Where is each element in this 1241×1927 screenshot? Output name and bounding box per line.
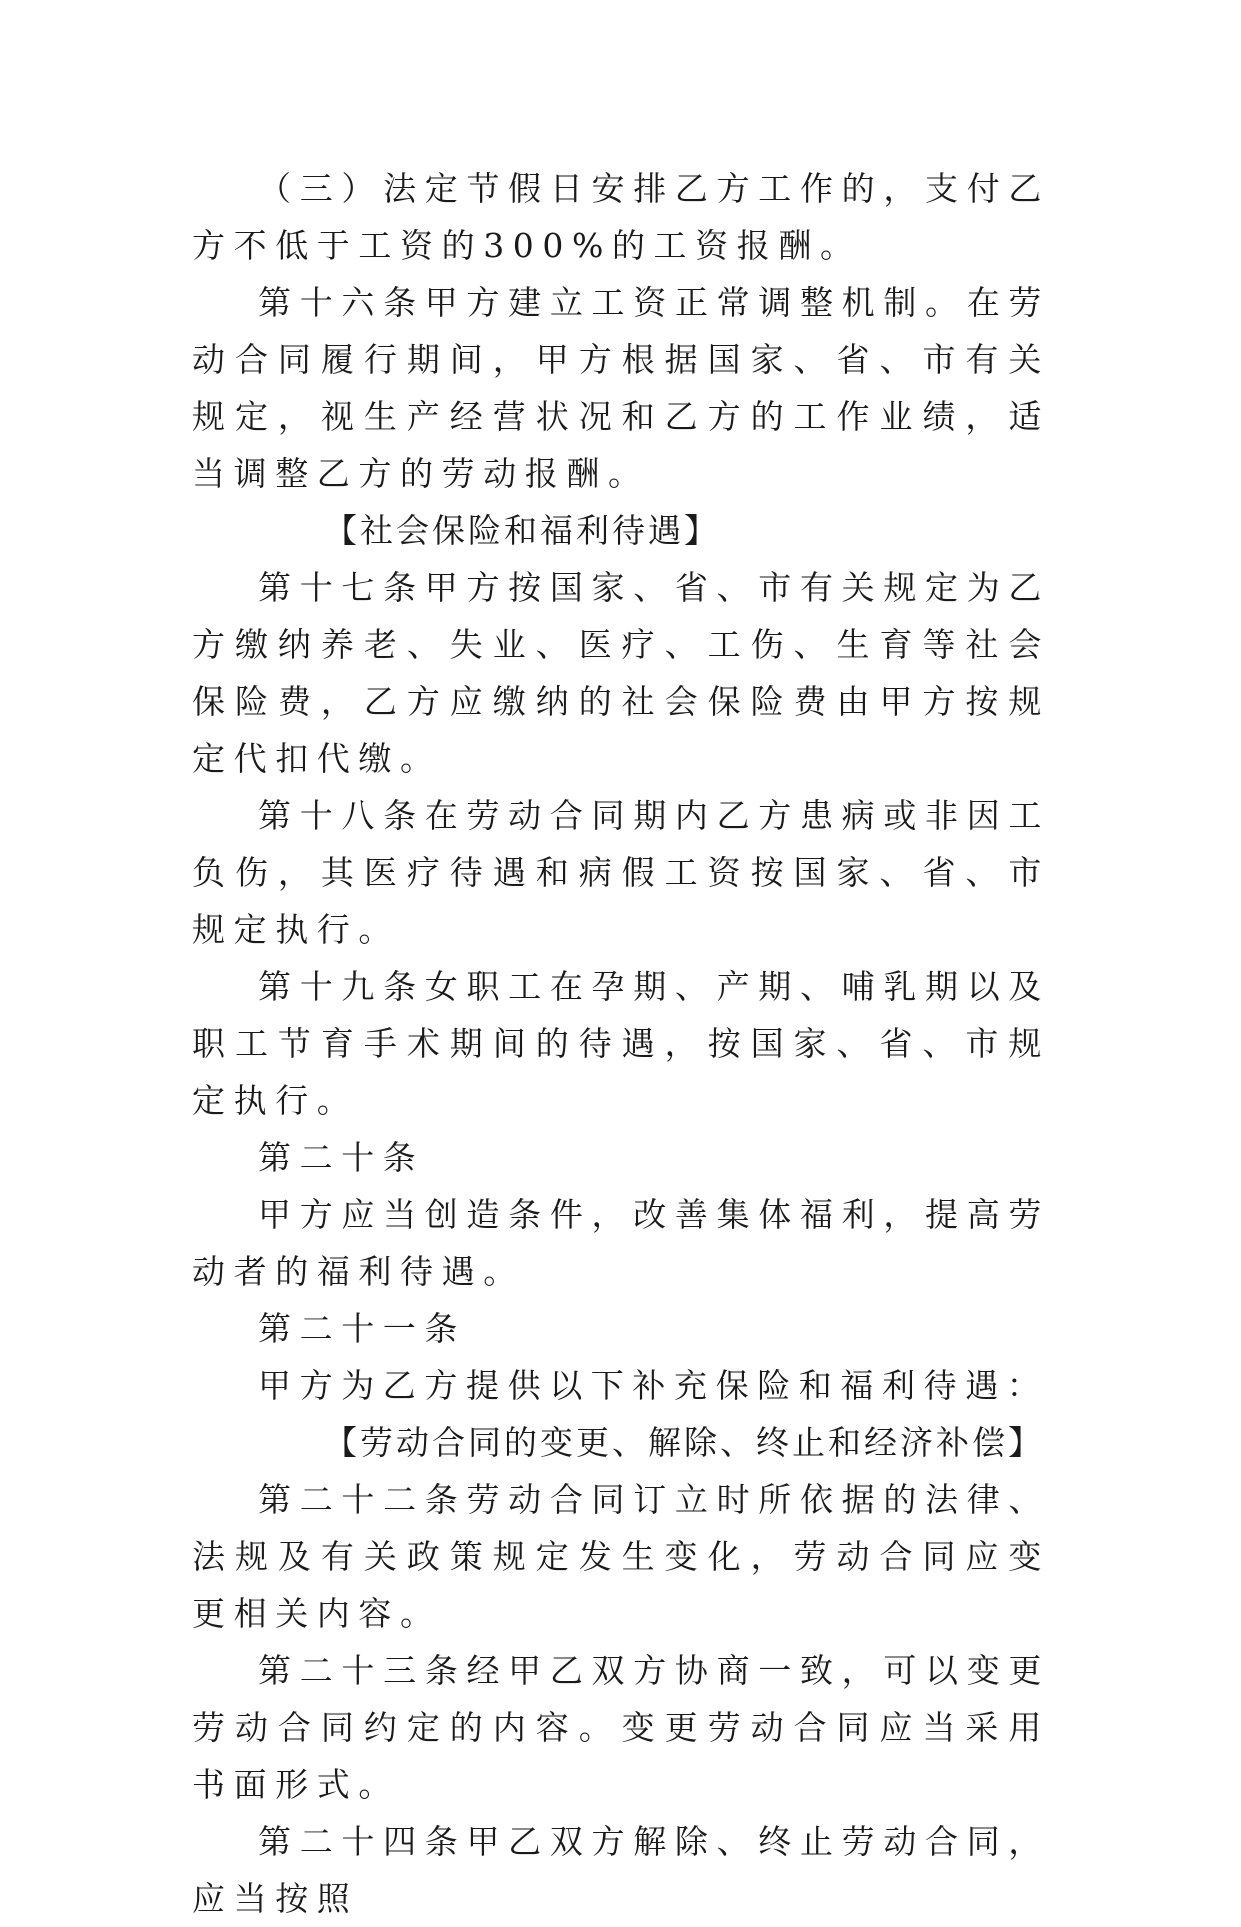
paragraph-article-19: 第十九条女职工在孕期、产期、哺乳期以及职工节育手术期间的待遇，按国家、省、市规定执行。: [192, 967, 1050, 1120]
paragraph-article-20: 甲方应当创造条件，改善集体福利，提高劳动者的福利待遇。: [192, 1195, 1050, 1291]
paragraph-article-16: 第十六条甲方建立工资正常调整机制。在劳动合同履行期间，甲方根据国家、省、市有关规定，视生产经营状况和乙方的工作业绩，适当调整乙方的劳动报酬。: [192, 283, 1050, 493]
paragraph-article-18: 第十八条在劳动合同期内乙方患病或非因工负伤，其医疗待遇和病假工资按国家、省、市规定执行。: [192, 796, 1050, 949]
paragraph-article-21: 甲方为乙方提供以下补充保险和福利待遇：: [258, 1366, 1049, 1405]
paragraph-article-22: 第二十二条劳动合同订立时所依据的法律、法规及有关政策规定发生变化，劳动合同应变更相关内容。: [192, 1480, 1050, 1633]
section-heading-social-insurance: 【社会保险和福利待遇】: [324, 511, 720, 550]
section-heading-contract-change: 【劳动合同的变更、解除、终止和经济补偿】: [324, 1423, 1044, 1462]
paragraph-article-23: 第二十三条经甲乙双方协商一致，可以变更劳动合同约定的内容。变更劳动合同应当采用书面形式。: [192, 1651, 1050, 1804]
paragraph-article-24: 第二十四条甲乙双方解除、终止劳动合同，应当按照: [192, 1822, 1050, 1918]
paragraph-holiday-pay: （三）法定节假日安排乙方工作的，支付乙方不低于工资的300%的工资报酬。: [192, 169, 1050, 265]
document-body: [192, 160, 1050, 1927]
article-21-title: 第二十一条: [258, 1309, 466, 1348]
paragraph-article-17: 第十七条甲方按国家、省、市有关规定为乙方缴纳养老、失业、医疗、工伤、生育等社会保险费，乙方应缴纳的社会保险费由甲方按规定代扣代缴。: [192, 568, 1050, 778]
article-20-title: 第二十条: [258, 1138, 425, 1177]
